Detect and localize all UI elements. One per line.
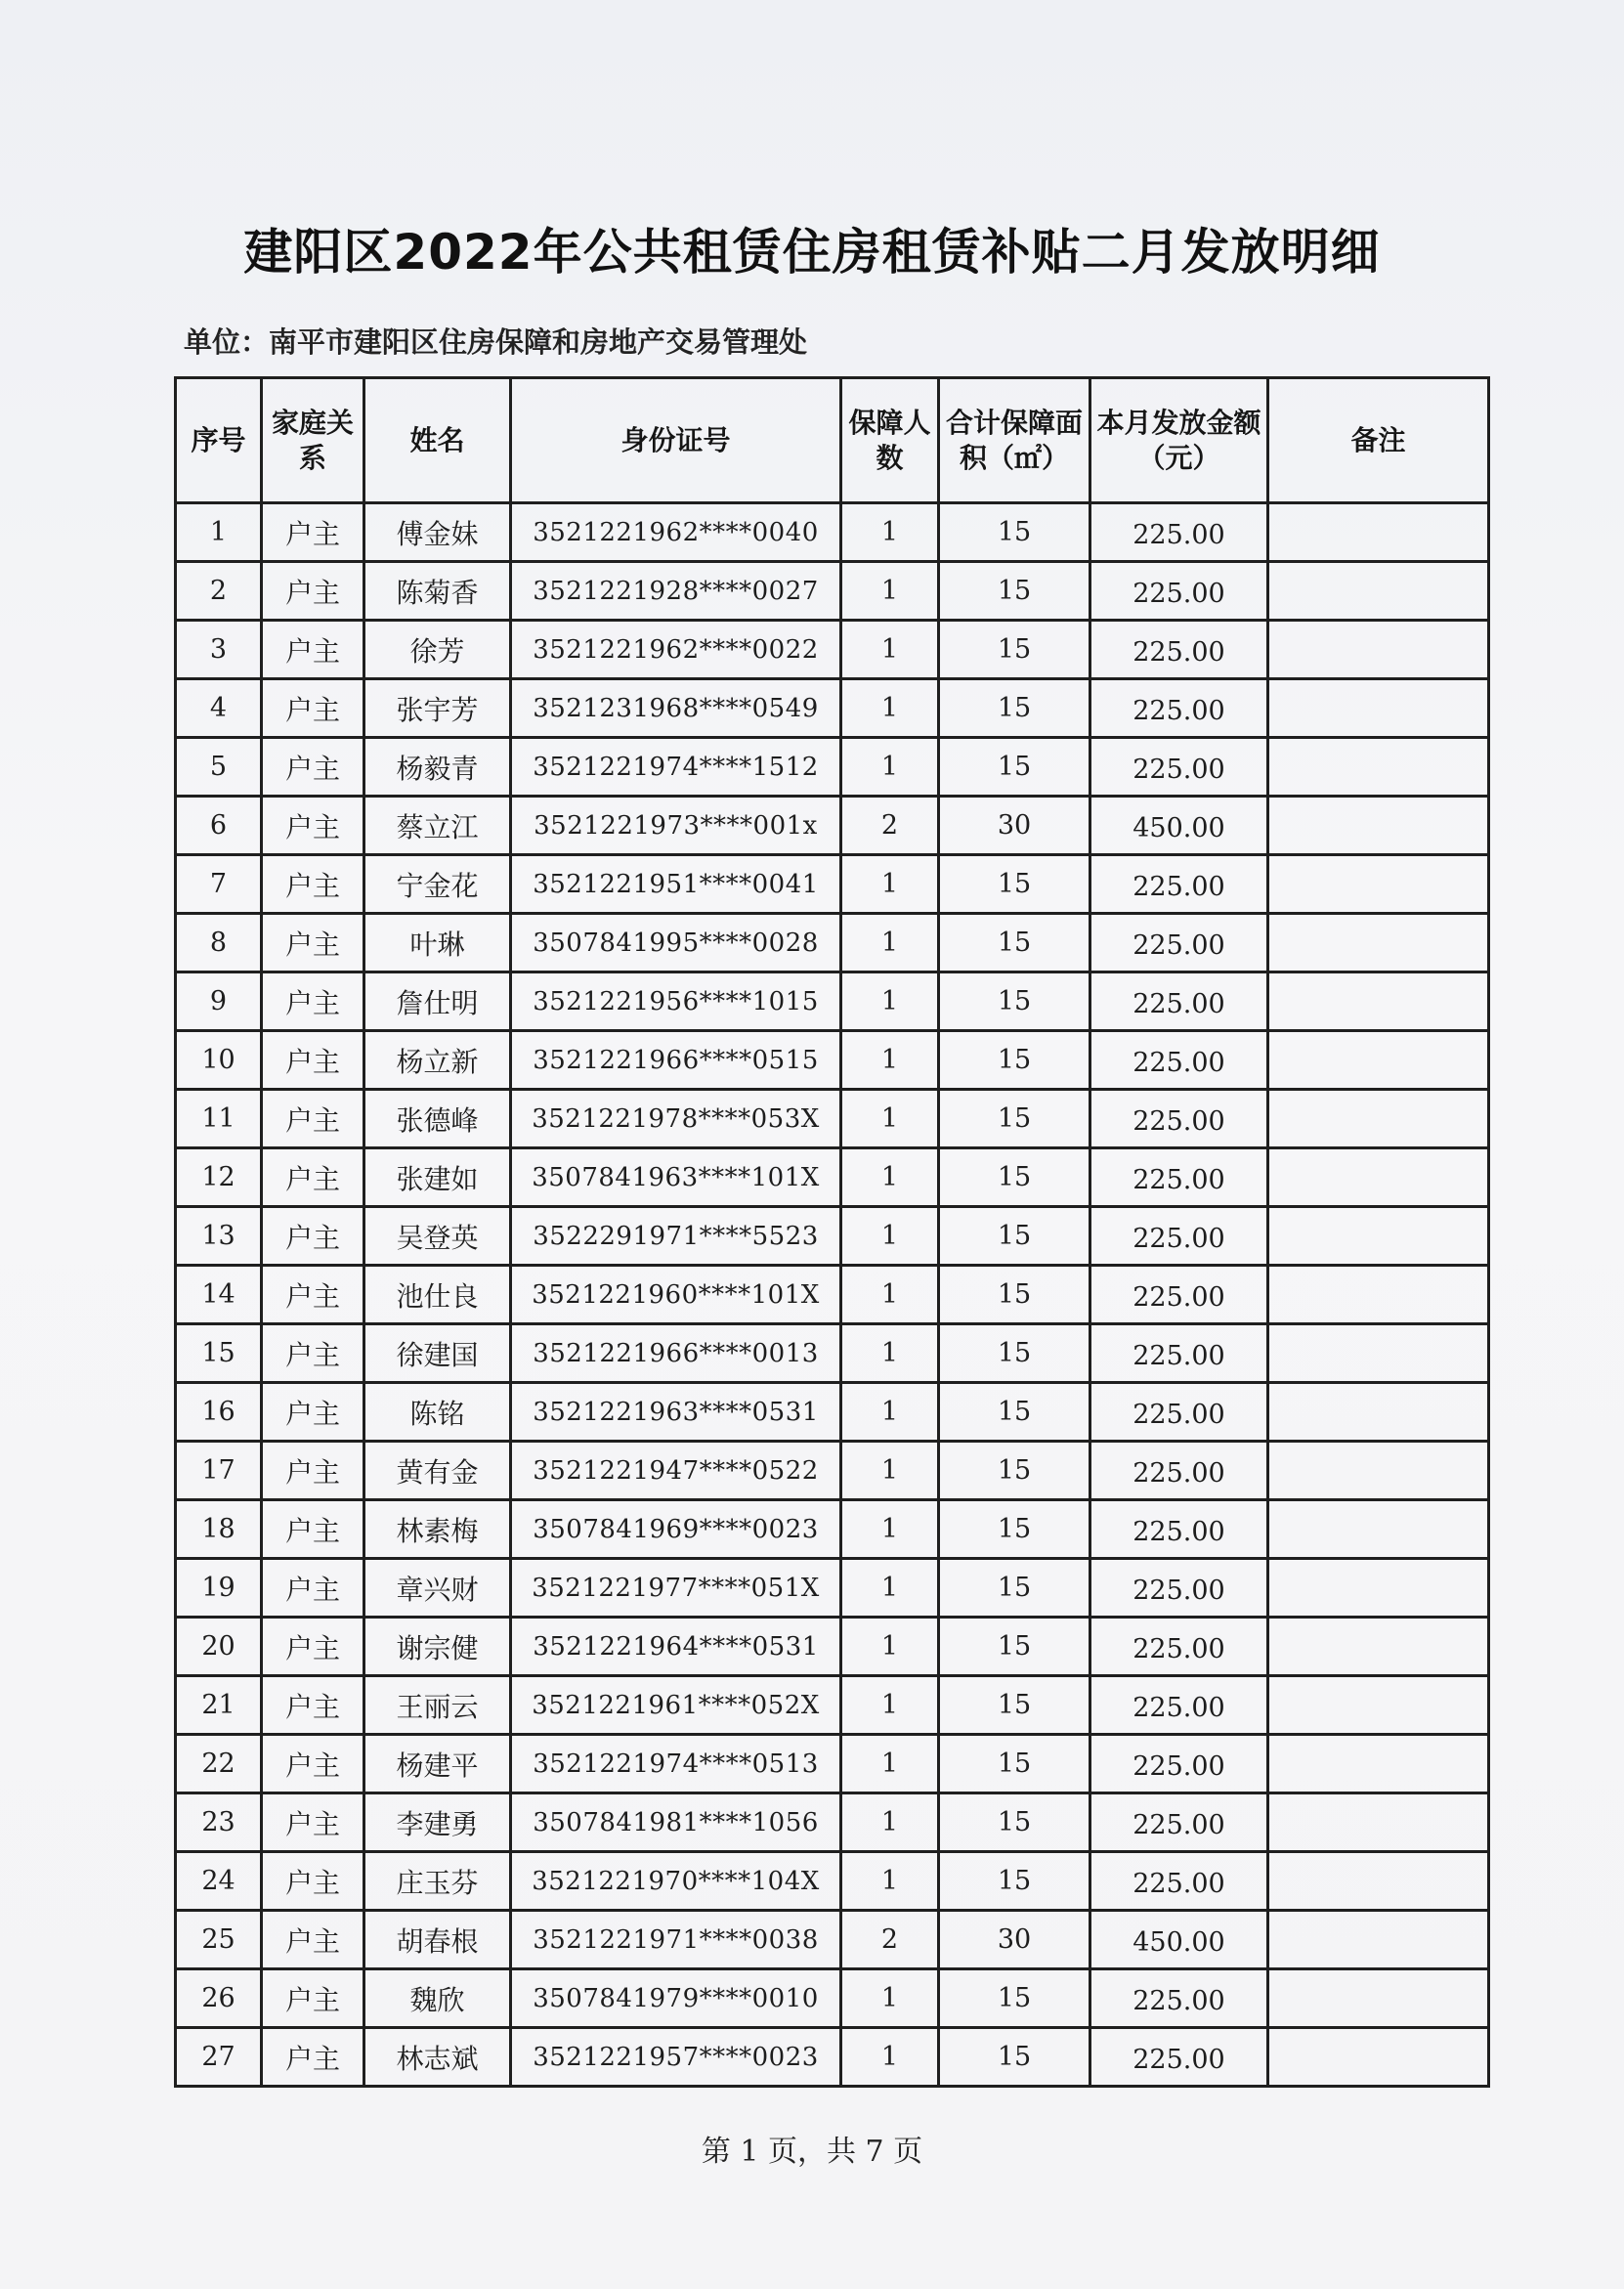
cell-persons: 1	[841, 2028, 939, 2087]
cell-name: 张建如	[364, 1148, 511, 1207]
cell-id-number: 3521221966****0515	[511, 1031, 841, 1090]
table-row	[176, 1969, 1489, 2028]
cell-id-number: 3521221961****052X	[511, 1676, 841, 1735]
cell-seq: 24	[176, 1852, 262, 1911]
cell-name: 徐芳	[364, 621, 511, 679]
cell-id-number: 3521221956****1015	[511, 972, 841, 1031]
cell-name: 陈菊香	[364, 562, 511, 621]
cell-seq: 12	[176, 1148, 262, 1207]
cell-name: 张德峰	[364, 1090, 511, 1148]
unit-label: 单位：南平市建阳区住房保障和房地产交易管理处	[184, 325, 808, 359]
cell-persons: 1	[841, 1442, 939, 1500]
subsidy-table	[174, 376, 1490, 2088]
cell-area: 15	[939, 562, 1090, 621]
cell-relation: 户主	[262, 1266, 364, 1324]
cell-relation: 户主	[262, 1207, 364, 1266]
cell-amount: 225.00	[1090, 1969, 1268, 2028]
table-row	[176, 1852, 1489, 1911]
cell-relation: 户主	[262, 1735, 364, 1793]
cell-remark	[1268, 1031, 1489, 1090]
cell-name: 魏欣	[364, 1969, 511, 2028]
cell-relation: 户主	[262, 914, 364, 972]
cell-area: 30	[939, 1911, 1090, 1969]
cell-name: 杨毅青	[364, 738, 511, 797]
cell-amount: 225.00	[1090, 1735, 1268, 1793]
cell-id-number: 3522291971****5523	[511, 1207, 841, 1266]
cell-name: 章兴财	[364, 1559, 511, 1618]
cell-name: 杨立新	[364, 1031, 511, 1090]
cell-id-number: 3521221951****0041	[511, 855, 841, 914]
cell-id-number: 3507841979****0010	[511, 1969, 841, 2028]
cell-id-number: 3521221947****0522	[511, 1442, 841, 1500]
cell-seq: 18	[176, 1500, 262, 1559]
cell-relation: 户主	[262, 562, 364, 621]
cell-seq: 25	[176, 1911, 262, 1969]
cell-persons: 1	[841, 1324, 939, 1383]
cell-area: 15	[939, 914, 1090, 972]
cell-area: 15	[939, 503, 1090, 562]
cell-relation: 户主	[262, 1793, 364, 1852]
cell-amount: 225.00	[1090, 562, 1268, 621]
cell-persons: 1	[841, 1090, 939, 1148]
cell-area: 15	[939, 1266, 1090, 1324]
table-row	[176, 1618, 1489, 1676]
cell-amount: 225.00	[1090, 621, 1268, 679]
header-relation: 家庭关系	[262, 378, 364, 503]
cell-id-number: 3521231968****0549	[511, 679, 841, 738]
table-row	[176, 1676, 1489, 1735]
cell-seq: 5	[176, 738, 262, 797]
cell-remark	[1268, 1500, 1489, 1559]
cell-id-number: 3521221977****051X	[511, 1559, 841, 1618]
cell-relation: 户主	[262, 1031, 364, 1090]
cell-remark	[1268, 1148, 1489, 1207]
cell-persons: 1	[841, 914, 939, 972]
cell-remark	[1268, 1266, 1489, 1324]
cell-area: 15	[939, 2028, 1090, 2087]
cell-name: 吴登英	[364, 1207, 511, 1266]
table-row	[176, 1793, 1489, 1852]
table-row	[176, 1735, 1489, 1793]
table-row	[176, 2028, 1489, 2087]
cell-amount: 225.00	[1090, 1793, 1268, 1852]
cell-name: 李建勇	[364, 1793, 511, 1852]
cell-remark	[1268, 1442, 1489, 1500]
header-remark: 备注	[1268, 378, 1489, 503]
table-row	[176, 1559, 1489, 1618]
cell-amount: 450.00	[1090, 797, 1268, 855]
cell-amount: 225.00	[1090, 738, 1268, 797]
cell-id-number: 3521221978****053X	[511, 1090, 841, 1148]
cell-amount: 225.00	[1090, 1500, 1268, 1559]
cell-remark	[1268, 1676, 1489, 1735]
cell-persons: 1	[841, 855, 939, 914]
table-header-row	[176, 378, 1489, 503]
cell-relation: 户主	[262, 2028, 364, 2087]
cell-relation: 户主	[262, 1090, 364, 1148]
cell-persons: 1	[841, 1676, 939, 1735]
cell-relation: 户主	[262, 1500, 364, 1559]
cell-remark	[1268, 972, 1489, 1031]
cell-seq: 17	[176, 1442, 262, 1500]
cell-remark	[1268, 914, 1489, 972]
cell-seq: 7	[176, 855, 262, 914]
cell-area: 15	[939, 1207, 1090, 1266]
table-row	[176, 1911, 1489, 1969]
cell-persons: 1	[841, 738, 939, 797]
cell-id-number: 3521221973****001x	[511, 797, 841, 855]
cell-relation: 户主	[262, 503, 364, 562]
cell-relation: 户主	[262, 1618, 364, 1676]
cell-relation: 户主	[262, 1383, 364, 1442]
cell-persons: 1	[841, 1559, 939, 1618]
cell-id-number: 3521221962****0040	[511, 503, 841, 562]
cell-name: 张宇芳	[364, 679, 511, 738]
cell-persons: 1	[841, 1793, 939, 1852]
cell-persons: 2	[841, 797, 939, 855]
cell-seq: 3	[176, 621, 262, 679]
cell-persons: 1	[841, 1266, 939, 1324]
cell-persons: 1	[841, 1618, 939, 1676]
cell-amount: 225.00	[1090, 1031, 1268, 1090]
cell-amount: 225.00	[1090, 1852, 1268, 1911]
cell-relation: 户主	[262, 679, 364, 738]
cell-relation: 户主	[262, 1559, 364, 1618]
cell-seq: 10	[176, 1031, 262, 1090]
cell-name: 谢宗健	[364, 1618, 511, 1676]
cell-amount: 225.00	[1090, 1090, 1268, 1148]
cell-seq: 27	[176, 2028, 262, 2087]
cell-area: 15	[939, 1676, 1090, 1735]
cell-amount: 225.00	[1090, 503, 1268, 562]
cell-amount: 225.00	[1090, 1618, 1268, 1676]
cell-relation: 户主	[262, 1911, 364, 1969]
table-row	[176, 972, 1489, 1031]
cell-persons: 1	[841, 1207, 939, 1266]
cell-remark	[1268, 1911, 1489, 1969]
cell-remark	[1268, 1207, 1489, 1266]
cell-remark	[1268, 1852, 1489, 1911]
cell-persons: 2	[841, 1911, 939, 1969]
cell-persons: 1	[841, 1500, 939, 1559]
cell-remark	[1268, 1090, 1489, 1148]
cell-name: 杨建平	[364, 1735, 511, 1793]
cell-amount: 450.00	[1090, 1911, 1268, 1969]
cell-remark	[1268, 621, 1489, 679]
cell-relation: 户主	[262, 797, 364, 855]
cell-name: 傅金妹	[364, 503, 511, 562]
cell-amount: 225.00	[1090, 1676, 1268, 1735]
cell-id-number: 3521221971****0038	[511, 1911, 841, 1969]
cell-name: 黄有金	[364, 1442, 511, 1500]
cell-id-number: 3521221962****0022	[511, 621, 841, 679]
cell-remark	[1268, 1559, 1489, 1618]
cell-remark	[1268, 1383, 1489, 1442]
cell-name: 詹仕明	[364, 972, 511, 1031]
cell-amount: 225.00	[1090, 1442, 1268, 1500]
cell-relation: 户主	[262, 1852, 364, 1911]
cell-name: 宁金花	[364, 855, 511, 914]
cell-area: 15	[939, 1852, 1090, 1911]
cell-remark	[1268, 1324, 1489, 1383]
cell-area: 15	[939, 972, 1090, 1031]
cell-amount: 225.00	[1090, 1383, 1268, 1442]
cell-area: 15	[939, 1324, 1090, 1383]
table-row	[176, 1324, 1489, 1383]
cell-remark	[1268, 562, 1489, 621]
cell-persons: 1	[841, 1031, 939, 1090]
cell-relation: 户主	[262, 1324, 364, 1383]
cell-remark	[1268, 503, 1489, 562]
cell-persons: 1	[841, 1852, 939, 1911]
cell-seq: 20	[176, 1618, 262, 1676]
cell-seq: 2	[176, 562, 262, 621]
cell-id-number: 3521221966****0013	[511, 1324, 841, 1383]
cell-persons: 1	[841, 1148, 939, 1207]
header-id: 身份证号	[511, 378, 841, 503]
cell-seq: 21	[176, 1676, 262, 1735]
cell-remark	[1268, 855, 1489, 914]
table-row	[176, 1266, 1489, 1324]
table-row	[176, 1207, 1489, 1266]
cell-seq: 1	[176, 503, 262, 562]
cell-relation: 户主	[262, 738, 364, 797]
cell-amount: 225.00	[1090, 1266, 1268, 1324]
cell-persons: 1	[841, 972, 939, 1031]
cell-remark	[1268, 1793, 1489, 1852]
cell-name: 王丽云	[364, 1676, 511, 1735]
cell-area: 15	[939, 1090, 1090, 1148]
cell-area: 15	[939, 1559, 1090, 1618]
cell-relation: 户主	[262, 1148, 364, 1207]
cell-seq: 15	[176, 1324, 262, 1383]
cell-area: 15	[939, 1442, 1090, 1500]
cell-name: 蔡立江	[364, 797, 511, 855]
cell-area: 15	[939, 679, 1090, 738]
cell-relation: 户主	[262, 972, 364, 1031]
cell-remark	[1268, 1735, 1489, 1793]
cell-remark	[1268, 679, 1489, 738]
cell-name: 庄玉芬	[364, 1852, 511, 1911]
cell-seq: 8	[176, 914, 262, 972]
cell-persons: 1	[841, 503, 939, 562]
cell-remark	[1268, 797, 1489, 855]
cell-remark	[1268, 1618, 1489, 1676]
table-row	[176, 1090, 1489, 1148]
cell-amount: 225.00	[1090, 2028, 1268, 2087]
cell-id-number: 3521221964****0531	[511, 1618, 841, 1676]
page-footer: 第 1 页，共 7 页	[701, 2135, 923, 2169]
cell-relation: 户主	[262, 855, 364, 914]
cell-area: 15	[939, 1793, 1090, 1852]
header-seq: 序号	[176, 378, 262, 503]
table-row	[176, 914, 1489, 972]
cell-seq: 19	[176, 1559, 262, 1618]
cell-area: 15	[939, 1969, 1090, 2028]
cell-name: 胡春根	[364, 1911, 511, 1969]
cell-seq: 11	[176, 1090, 262, 1148]
cell-area: 15	[939, 1618, 1090, 1676]
cell-seq: 23	[176, 1793, 262, 1852]
table-row	[176, 1148, 1489, 1207]
header-persons: 保障人数	[841, 378, 939, 503]
cell-amount: 225.00	[1090, 914, 1268, 972]
document-title: 建阳区2022年公共租赁住房租赁补贴二月发放明细	[243, 224, 1381, 281]
cell-area: 15	[939, 621, 1090, 679]
cell-area: 15	[939, 1735, 1090, 1793]
cell-amount: 225.00	[1090, 679, 1268, 738]
cell-seq: 16	[176, 1383, 262, 1442]
cell-persons: 1	[841, 679, 939, 738]
cell-persons: 1	[841, 562, 939, 621]
cell-id-number: 3521221960****101X	[511, 1266, 841, 1324]
cell-remark	[1268, 1969, 1489, 2028]
cell-seq: 4	[176, 679, 262, 738]
cell-id-number: 3521221974****1512	[511, 738, 841, 797]
cell-relation: 户主	[262, 1969, 364, 2028]
cell-area: 15	[939, 1031, 1090, 1090]
cell-relation: 户主	[262, 1442, 364, 1500]
cell-id-number: 3521221928****0027	[511, 562, 841, 621]
cell-id-number: 3507841981****1056	[511, 1793, 841, 1852]
cell-amount: 225.00	[1090, 972, 1268, 1031]
cell-area: 15	[939, 1148, 1090, 1207]
cell-seq: 14	[176, 1266, 262, 1324]
cell-amount: 225.00	[1090, 1324, 1268, 1383]
table-row	[176, 1442, 1489, 1500]
cell-name: 陈铭	[364, 1383, 511, 1442]
subsidy-table-container	[174, 376, 1487, 2088]
cell-id-number: 3507841995****0028	[511, 914, 841, 972]
cell-amount: 225.00	[1090, 1207, 1268, 1266]
header-area: 合计保障面积（㎡）	[939, 378, 1090, 503]
cell-id-number: 3507841969****0023	[511, 1500, 841, 1559]
cell-id-number: 3521221974****0513	[511, 1735, 841, 1793]
table-row	[176, 503, 1489, 562]
cell-area: 15	[939, 1383, 1090, 1442]
table-row	[176, 621, 1489, 679]
cell-name: 林志斌	[364, 2028, 511, 2087]
cell-name: 池仕良	[364, 1266, 511, 1324]
cell-seq: 6	[176, 797, 262, 855]
cell-seq: 9	[176, 972, 262, 1031]
table-row	[176, 1383, 1489, 1442]
cell-persons: 1	[841, 621, 939, 679]
cell-area: 15	[939, 738, 1090, 797]
cell-persons: 1	[841, 1735, 939, 1793]
cell-amount: 225.00	[1090, 855, 1268, 914]
table-row	[176, 1031, 1489, 1090]
header-amount: 本月发放金额（元）	[1090, 378, 1268, 503]
cell-persons: 1	[841, 1383, 939, 1442]
cell-persons: 1	[841, 1969, 939, 2028]
cell-name: 徐建国	[364, 1324, 511, 1383]
cell-area: 30	[939, 797, 1090, 855]
cell-remark	[1268, 2028, 1489, 2087]
cell-seq: 13	[176, 1207, 262, 1266]
cell-id-number: 3521221963****0531	[511, 1383, 841, 1442]
cell-seq: 26	[176, 1969, 262, 2028]
table-row	[176, 679, 1489, 738]
cell-id-number: 3521221970****104X	[511, 1852, 841, 1911]
cell-name: 叶琳	[364, 914, 511, 972]
header-name: 姓名	[364, 378, 511, 503]
cell-area: 15	[939, 1500, 1090, 1559]
table-row	[176, 797, 1489, 855]
cell-amount: 225.00	[1090, 1148, 1268, 1207]
table-row	[176, 562, 1489, 621]
cell-area: 15	[939, 855, 1090, 914]
cell-relation: 户主	[262, 621, 364, 679]
cell-relation: 户主	[262, 1676, 364, 1735]
cell-seq: 22	[176, 1735, 262, 1793]
cell-remark	[1268, 738, 1489, 797]
table-body	[176, 503, 1489, 2087]
table-row	[176, 855, 1489, 914]
cell-name: 林素梅	[364, 1500, 511, 1559]
cell-amount: 225.00	[1090, 1559, 1268, 1618]
table-row	[176, 738, 1489, 797]
table-row	[176, 1500, 1489, 1559]
cell-id-number: 3521221957****0023	[511, 2028, 841, 2087]
cell-id-number: 3507841963****101X	[511, 1148, 841, 1207]
